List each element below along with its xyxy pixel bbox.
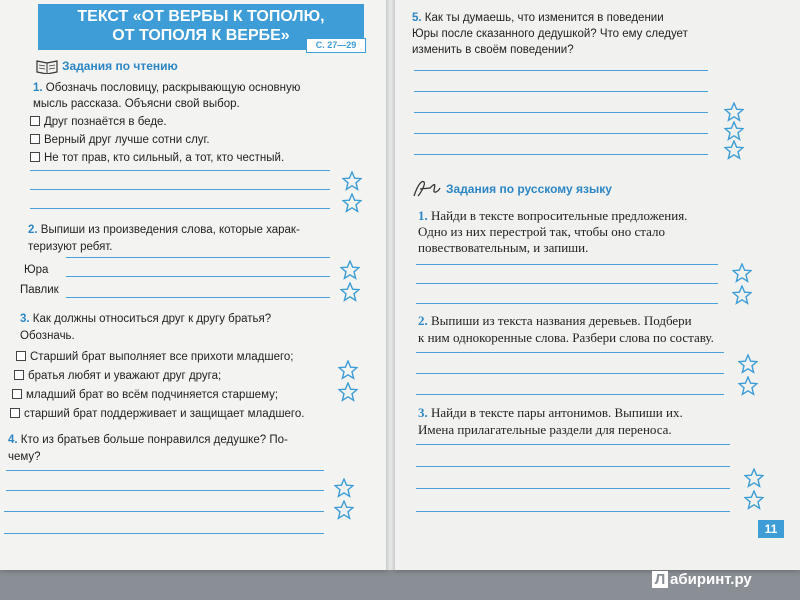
- q3-line2: Обозначь.: [20, 330, 75, 342]
- star-icon: [340, 282, 360, 302]
- q5-line1: Как ты думаешь, что изменится в поведении: [424, 12, 664, 24]
- q4-number: 4.: [8, 434, 18, 446]
- answer-line[interactable]: [414, 112, 708, 113]
- watermark-text: абиринт.ру: [670, 571, 752, 588]
- answer-line[interactable]: [6, 490, 324, 491]
- r2-line1: Выпиши из текста названия деревьев. Подбери: [431, 313, 692, 328]
- page-number: 11: [758, 520, 784, 538]
- q2-line2: теризуют ребят.: [28, 241, 113, 253]
- q1-number: 1.: [33, 82, 43, 94]
- q1-option-3-label: Не тот прав, кто сильный, а тот, кто честный.: [44, 152, 285, 164]
- q3-option-2[interactable]: [14, 366, 221, 386]
- lesson-title-line2: ОТ ТОПОЛЯ К ВЕРБЕ»: [112, 27, 290, 44]
- watermark: [652, 571, 752, 588]
- handwriting-icon: [412, 178, 442, 198]
- answer-line[interactable]: [416, 488, 730, 489]
- r1-line3: повествовательным, и запиши.: [418, 240, 589, 255]
- answer-line[interactable]: [30, 208, 330, 209]
- r1-line2: Одно из них перестрой так, чтобы оно стало: [418, 224, 665, 239]
- q2-number: 2.: [28, 224, 38, 236]
- q3-option-4[interactable]: [10, 404, 304, 424]
- star-icon: [724, 102, 744, 122]
- star-icon: [340, 260, 360, 280]
- name-pavlik: Павлик: [20, 284, 59, 296]
- answer-line[interactable]: [416, 352, 724, 353]
- r1-number: 1.: [418, 208, 428, 223]
- checkbox[interactable]: [30, 152, 40, 162]
- answer-line[interactable]: [416, 264, 718, 265]
- r2-line2: к ним однокоренные слова. Разбери слова по составу.: [418, 330, 714, 345]
- star-icon: [724, 140, 744, 160]
- q3-option-2-label: братья любят и уважают друг друга;: [28, 370, 222, 382]
- q3-option-4-label: старший брат поддерживает и защищает младшего.: [24, 408, 305, 420]
- star-icon: [338, 382, 358, 402]
- q1-option-1[interactable]: [30, 112, 167, 132]
- checkbox[interactable]: [30, 116, 40, 126]
- name-yura: Юра: [24, 264, 49, 276]
- star-icon: [334, 500, 354, 520]
- star-icon: [738, 376, 758, 396]
- q2-line1: Выпиши из произведения слова, которые харак-: [40, 224, 300, 236]
- answer-line[interactable]: [414, 91, 708, 92]
- r3-number: 3.: [418, 405, 428, 420]
- q4-text-line1: [8, 430, 288, 450]
- answer-line[interactable]: [414, 70, 708, 71]
- answer-line[interactable]: [416, 394, 724, 395]
- star-icon: [724, 121, 744, 141]
- q1-option-2-label: Верный друг лучше сотни слуг.: [44, 134, 210, 146]
- answer-line[interactable]: [414, 154, 708, 155]
- answer-line[interactable]: [66, 257, 330, 258]
- star-icon: [744, 490, 764, 510]
- star-icon: [744, 468, 764, 488]
- q5-line3: изменить в своём поведении?: [412, 44, 574, 56]
- star-icon: [338, 360, 358, 380]
- watermark-logo: Л: [652, 571, 668, 588]
- answer-line[interactable]: [416, 303, 718, 304]
- star-icon: [334, 478, 354, 498]
- q3-line1: Как должны относиться друг к другу братья?: [32, 313, 272, 325]
- q1-line1: Обозначь пословицу, раскрывающую основную: [45, 82, 301, 94]
- answer-line[interactable]: [414, 133, 708, 134]
- q4-line1: Кто из братьев больше понравился дедушке? По-: [20, 434, 288, 446]
- star-icon: [732, 263, 752, 283]
- star-icon: [738, 354, 758, 374]
- answer-line[interactable]: [4, 511, 324, 512]
- q1-option-1-label: Друг познаётся в беде.: [44, 116, 167, 128]
- answer-line[interactable]: [30, 189, 330, 190]
- q3-number: 3.: [20, 313, 30, 325]
- checkbox[interactable]: [16, 351, 26, 361]
- reading-section-heading: Задания по чтению: [62, 59, 178, 73]
- q3-option-3-label: младший брат во всём подчиняется старшему;: [26, 389, 279, 401]
- r2-number: 2.: [418, 313, 428, 328]
- q3-option-3[interactable]: [12, 385, 278, 405]
- answer-line[interactable]: [4, 533, 324, 534]
- answer-line[interactable]: [416, 283, 718, 284]
- pages-tag: С. 27—29: [306, 38, 366, 53]
- q1-line2: мысль рассказа. Объясни свой выбор.: [33, 98, 240, 110]
- checkbox[interactable]: [30, 134, 40, 144]
- q1-option-3[interactable]: [30, 148, 284, 168]
- r1-line1: Найди в тексте вопросительные предложения.: [431, 208, 688, 223]
- q5-number: 5.: [412, 12, 422, 24]
- book-spine: [386, 0, 395, 570]
- q3-option-1-label: Старший брат выполняет все прихоти младшего;: [30, 351, 294, 363]
- answer-line[interactable]: [66, 276, 330, 277]
- star-icon: [732, 285, 752, 305]
- q5-line2: Юры после сказанного дедушкой? Что ему следует: [412, 28, 688, 40]
- answer-line[interactable]: [6, 470, 324, 471]
- open-book-icon: [36, 58, 58, 74]
- star-icon: [342, 171, 362, 191]
- answer-line[interactable]: [416, 373, 724, 374]
- r3-line1: Найди в тексте пары антонимов. Выпиши их.: [431, 405, 683, 420]
- q4-line2: чему?: [8, 451, 41, 463]
- answer-line[interactable]: [30, 170, 330, 171]
- answer-line[interactable]: [416, 466, 730, 467]
- answer-line[interactable]: [416, 444, 730, 445]
- q3-option-1[interactable]: [16, 347, 294, 367]
- checkbox[interactable]: [10, 408, 20, 418]
- russian-section-heading: Задания по русскому языку: [446, 182, 612, 196]
- lesson-title-line1: ТЕКСТ «ОТ ВЕРБЫ К ТОПОЛЮ,: [77, 8, 325, 25]
- star-icon: [342, 193, 362, 213]
- q1-option-2[interactable]: [30, 130, 210, 150]
- checkbox[interactable]: [12, 389, 22, 399]
- checkbox[interactable]: [14, 370, 24, 380]
- answer-line[interactable]: [66, 297, 330, 298]
- r3-line2: Имена прилагательные раздели для переноса.: [418, 422, 672, 437]
- answer-line[interactable]: [416, 511, 730, 512]
